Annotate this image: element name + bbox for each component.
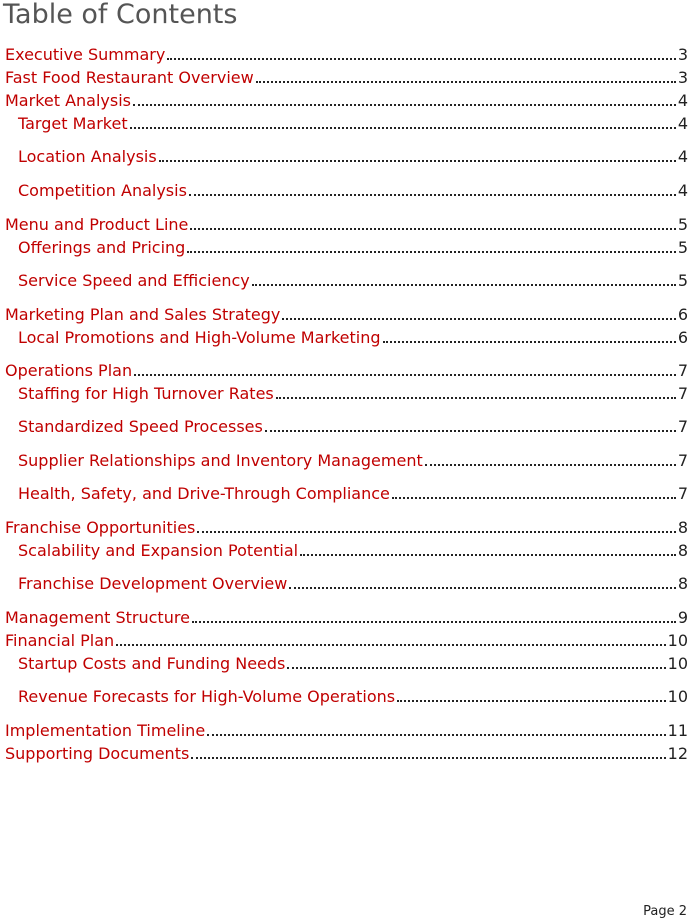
toc-page-number: 9	[677, 608, 688, 627]
toc-dot-leader	[287, 667, 665, 669]
toc-entry-marketing-plan-and-sales-strategy[interactable]	[5, 304, 688, 324]
toc-entry-market-analysis[interactable]	[5, 90, 688, 110]
toc-entry-franchise-opportunities[interactable]	[5, 517, 688, 537]
toc-entry-label[interactable]: Scalability and Expansion Potential	[18, 541, 299, 560]
toc-page-number: 3	[677, 68, 688, 87]
toc-dot-leader	[282, 318, 675, 320]
toc-dot-leader	[191, 757, 665, 759]
toc-dot-leader	[252, 284, 676, 286]
toc-page-number: 6	[677, 328, 688, 347]
toc-dot-leader	[134, 374, 676, 376]
toc-entry-label[interactable]: Market Analysis	[5, 91, 132, 110]
toc-entry-label[interactable]: Revenue Forecasts for High-Volume Operations	[18, 687, 396, 706]
toc-page-number: 5	[677, 271, 688, 290]
toc-dot-leader	[383, 341, 676, 343]
toc-entry-label[interactable]: Financial Plan	[5, 631, 115, 650]
toc-dot-leader	[189, 194, 676, 196]
toc-page-number: 4	[677, 91, 688, 110]
toc-entry-label[interactable]: Target Market	[18, 114, 128, 133]
toc-entry-local-promotions-and-high-volume-marketing[interactable]	[18, 327, 688, 347]
toc-dot-leader	[190, 228, 675, 230]
toc-entry-label[interactable]: Franchise Opportunities	[5, 518, 196, 537]
toc-entry-label[interactable]: Offerings and Pricing	[18, 238, 186, 257]
toc-entry-label[interactable]: Management Structure	[5, 608, 190, 627]
toc-page-number: 7	[677, 417, 688, 436]
toc-entry-label[interactable]: Franchise Development Overview	[18, 574, 288, 593]
toc-page-number: 5	[677, 238, 688, 257]
toc-entry-competition-analysis[interactable]	[18, 180, 688, 200]
toc-dot-leader	[425, 464, 676, 466]
toc-entry-supplier-relationships-and-inventory-management[interactable]	[18, 450, 688, 470]
toc-entry-menu-and-product-line[interactable]	[5, 214, 688, 234]
toc-entry-target-market[interactable]	[18, 113, 688, 133]
toc-dot-leader	[197, 531, 675, 533]
page-title: Table of Contents	[3, 0, 238, 30]
toc-page-number: 8	[677, 541, 688, 560]
toc-entry-staffing-for-high-turnover-rates[interactable]	[18, 383, 688, 403]
toc-page-number: 5	[677, 215, 688, 234]
toc-entry-label[interactable]: Standardized Speed Processes	[18, 417, 263, 436]
toc-page-number: 7	[677, 451, 688, 470]
toc-dot-leader	[300, 554, 676, 556]
toc-entry-label[interactable]: Supporting Documents	[5, 744, 190, 763]
toc-page-number: 8	[677, 574, 688, 593]
toc-entry-health-safety-and-drive-through-compliance[interactable]	[18, 483, 688, 503]
toc-entry-label[interactable]: Location Analysis	[18, 147, 157, 166]
toc-entry-label[interactable]: Executive Summary	[5, 45, 166, 64]
toc-entry-supporting-documents[interactable]	[5, 743, 688, 763]
toc-dot-leader	[265, 430, 676, 432]
toc-entry-label[interactable]: Startup Costs and Funding Needs	[18, 654, 286, 673]
toc-page-number: 7	[677, 384, 688, 403]
toc-entry-scalability-and-expansion-potential[interactable]	[18, 540, 688, 560]
toc-page-number: 11	[667, 721, 688, 740]
toc-dot-leader	[130, 127, 676, 129]
toc-dot-leader	[289, 587, 675, 589]
toc-entry-executive-summary[interactable]	[5, 44, 688, 64]
toc-page-number: 10	[667, 654, 688, 673]
toc-entry-label[interactable]: Operations Plan	[5, 361, 133, 380]
toc-dot-leader	[397, 700, 666, 702]
toc-entry-label[interactable]: Competition Analysis	[18, 181, 187, 200]
toc-page-number: 12	[667, 744, 688, 763]
toc-page-number: 4	[677, 114, 688, 133]
toc-entry-startup-costs-and-funding-needs[interactable]	[18, 653, 688, 673]
toc-entry-franchise-development-overview[interactable]	[18, 573, 688, 593]
toc-entry-label[interactable]: Local Promotions and High-Volume Marketing	[18, 328, 381, 347]
toc-page-number: 10	[667, 687, 688, 706]
toc-entry-implementation-timeline[interactable]	[5, 720, 688, 740]
toc-dot-leader	[276, 397, 676, 399]
toc-entry-label[interactable]: Menu and Product Line	[5, 215, 189, 234]
toc-entry-label[interactable]: Service Speed and Efficiency	[18, 271, 250, 290]
toc-dot-leader	[207, 734, 665, 736]
toc-entry-financial-plan[interactable]	[5, 630, 688, 650]
toc-dot-leader	[187, 251, 675, 253]
toc-dot-leader	[167, 58, 676, 60]
toc-entry-label[interactable]: Supplier Relationships and Inventory Management	[18, 451, 423, 470]
toc-entry-operations-plan[interactable]	[5, 360, 688, 380]
toc-entry-management-structure[interactable]	[5, 607, 688, 627]
toc-dot-leader	[256, 81, 676, 83]
toc-entry-label[interactable]: Health, Safety, and Drive-Through Compliance	[18, 484, 390, 503]
page-number-footer: Page 2	[643, 904, 687, 919]
toc-dot-leader	[133, 104, 676, 106]
toc-page-number: 7	[677, 361, 688, 380]
toc-entry-standardized-speed-processes[interactable]	[18, 416, 688, 436]
toc-entry-fast-food-restaurant-overview[interactable]	[5, 67, 688, 87]
toc-entry-label[interactable]: Implementation Timeline	[5, 721, 206, 740]
toc-page-number: 4	[677, 181, 688, 200]
toc-entry-location-analysis[interactable]	[18, 146, 688, 166]
toc-entry-revenue-forecasts-for-high-volume-operations[interactable]	[18, 686, 688, 706]
toc-entry-label[interactable]: Marketing Plan and Sales Strategy	[5, 305, 281, 324]
toc-page-number: 6	[677, 305, 688, 324]
toc-entry-label[interactable]: Staffing for High Turnover Rates	[18, 384, 274, 403]
toc-page-number: 4	[677, 147, 688, 166]
toc-dot-leader	[159, 160, 676, 162]
toc-page-number: 7	[677, 484, 688, 503]
toc-entry-offerings-and-pricing[interactable]	[18, 237, 688, 257]
toc-entry-label[interactable]: Fast Food Restaurant Overview	[5, 68, 254, 87]
toc-dot-leader	[392, 497, 676, 499]
toc-page-number: 8	[677, 518, 688, 537]
toc-page-number: 10	[667, 631, 688, 650]
toc-page-number: 3	[677, 45, 688, 64]
toc-entry-service-speed-and-efficiency[interactable]	[18, 270, 688, 290]
toc-dot-leader	[192, 621, 676, 623]
toc-dot-leader	[116, 644, 665, 646]
